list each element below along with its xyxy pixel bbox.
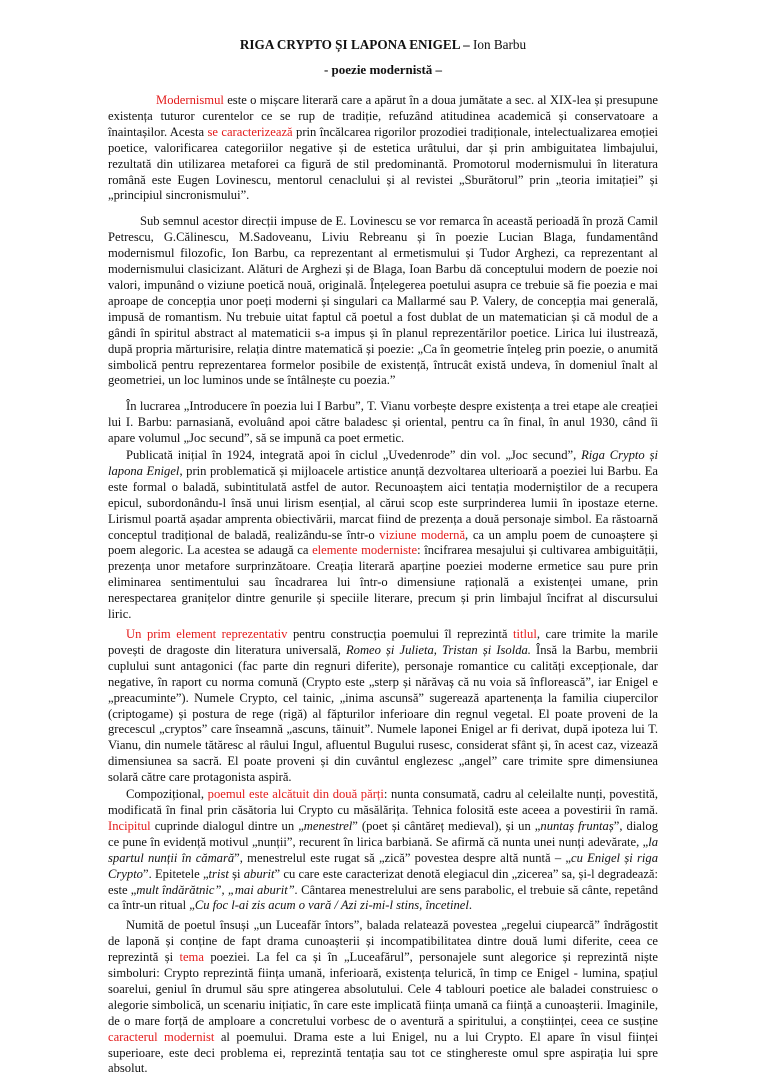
document-body xyxy=(108,36,658,1078)
paragraph-text: , care trimite la marile povești de dragoste din literatura universală, xyxy=(108,627,658,657)
italic-quote: la spartul nunții în cămară xyxy=(108,834,658,865)
paragraph-text: , ca un amplu poem de cunoaștere și poem alegoric. La acestea se adaugă ca xyxy=(108,527,658,558)
paragraph-text: Numită de poetul însuși „un Luceafăr întors”, balada relatează povestea „regelui ciupearcă” îndrăgostit de laponă și conține de fapt drama cunoașterii și incompatibilitatea dintre două lumi diferite, ceea ce reprezintă și xyxy=(108,918,658,965)
highlight-term: Incipitul xyxy=(108,818,151,833)
paragraph-modernism xyxy=(108,93,658,204)
paragraph-text: : nunta consumată, cadru al celeilalte nunți, povestită, modificată în final prin căsătoria lui Crypto cu măsălărița. Tehnica folosită este aceea a povestirii în ramă. xyxy=(108,787,658,817)
paragraph-theme xyxy=(108,918,658,1077)
highlight-term: tema xyxy=(179,950,204,965)
document-title xyxy=(108,36,658,54)
italic-quote: cu Enigel și riga Crypto xyxy=(108,850,658,881)
title-dash: – xyxy=(459,37,473,52)
paragraph-title-element xyxy=(108,627,658,786)
paragraph-text: ” cu care este caracterizat denotă elegiacul din „zicerea” sa, și-l degradează: este „ xyxy=(108,866,658,897)
paragraph-text: Compozițional, xyxy=(126,787,208,802)
paragraph-text: al poemului. Drama este a lui Enigel, nu a lui Crypto. El apare în visul ființei superioare, este deci problema ei, reprezintă tentația sau tot ce stinghereste omul spre aspirația lui spre absolut. xyxy=(108,1029,659,1076)
author-name: Ion Barbu xyxy=(472,37,527,52)
paragraph-directions xyxy=(108,214,658,389)
poem-title: RIGA CRYPTO ȘI LAPONA ENIGEL xyxy=(239,37,460,52)
italic-quote: mult îndărătnic”, „mai aburit”. xyxy=(136,882,298,897)
highlight-term: elemente moderniste xyxy=(312,543,418,558)
paragraph-text: ”. Epitetele „ xyxy=(142,866,209,881)
paragraph-text: Publicată inițial în 1924, integrată apoi în ciclul „Uvedenrode” din vol. „Joc secund”, xyxy=(126,448,582,463)
paragraph-text: : încifrarea mesajului și cultivarea ambiguității, prezența unor metafore surprinzătoare. Creația literară aparține poeziei moderne ermetice sau pure prin eliminarea sentimentului sau încadrarea lui într-o dimensiune rațională a existenței umane, prin nerespectarea granițelor dintre genurile și speciile literare, precum și prin limbajul încifrat al discursului liric. xyxy=(108,543,659,622)
highlight-term: se caracterizează xyxy=(207,124,293,139)
poem-title-italic: Riga Crypto și lapona Enigel xyxy=(108,448,658,478)
paragraph-text: Sub semnul acestor direcții impuse de E. Lovinescu se vor remarca în această perioadă în proză Camil Petrescu, G.Călinescu, M.Sadoveanu, Liviu Rebreanu și în poezie Lucian Blaga, fundamentând modernismul filozofic, Ion Barbu, ca reprezentant al ermetismului și Tudor Arghezi, ca reprezentant al modernismului clasicizant. Alături de Arghezi și de Blaga, Ioan Barbu dă conceptului modern de poezie noi valori, impunând o viziune poetică nouă, originală. Înțelegerea poetului asupra ce trebuie să fie poezia e mai aproape de concepția unor poeți moderni și singulari ca Mallarmé sau P. Valery, de concepția mai generală, impusă de romantism. Nu trebuie uitat faptul că poetul a fost dublat de un matematician și că modul de a gândi în spiritul abstract al matematicii s-a impus și în planul reprezentărilor poetice. Lirica lui ilustrează, după propria mărturisire, relația dintre matematică și poezie: „Ca în geometrie înțeleg prin poezie, o anumită simbolică pentru reprezentarea formelor posibile de existență, întrucât există undeva, în domeniul înalt al geometriei, un loc luminos unde se întâlnește cu poezia.” xyxy=(108,214,658,388)
italic-quote: menestrel xyxy=(303,818,353,833)
italic-quote: trist xyxy=(208,866,229,881)
paragraph-text: ” (poet și cântăreț medieval), și un „ xyxy=(352,818,541,833)
highlight-term: viziune modernă xyxy=(379,527,466,542)
paragraph-text: Însă la Barbu, membrii cuplului sunt antagonici (fac parte din regnuri diferite), personaje romantice cu calități excepționale, dar negative, în raport cu norma comună (Crypto este „sterp și nărăvaș că nu voia să înflorească”, iar Enigel e „preacuminte”). Numele Crypto, cel tainic, „inima ascunsă” sugerează apartenența la familia ciupercilor (criptogame) și postura de rege (rigă) al făpturilor inferioare din regnul vegetal. El poate proveni de la grecescul „cryptos” care înseamnă „ascuns, tăinuit”. Numele laponei Enigel ar fi derivat, după ipoteza lui T. Vianu, din numele tătăresc al râului Ingul, afluentul Bugului rusesc, considerat sfânt și, în acest caz, vizează dimensiunea sa sacră. El poate proveni și din cuvântul englezesc „angel” care trimite spre dimensiunea solară către care protagonista aspiră. xyxy=(108,642,658,785)
italic-quote: nuntaș fruntaș xyxy=(540,818,614,833)
paragraph-publication xyxy=(108,448,658,623)
paragraph-text: . xyxy=(468,898,472,913)
italic-quote: aburit xyxy=(243,866,275,881)
paragraph-text: cuprinde dialogul dintre un „ xyxy=(150,818,304,833)
highlight-term: caracterul modernist xyxy=(108,1029,215,1044)
highlight-term: Un prim element reprezentativ xyxy=(126,627,288,641)
document-subtitle: - poezie modernistă – xyxy=(323,62,443,77)
highlight-term: poemul este alcătuit din două părți xyxy=(207,787,384,802)
italic-titles: Romeo și Julieta, Tristan și Isolda. xyxy=(345,642,531,657)
paragraph-text: pentru construcția poemului îl reprezintă xyxy=(287,627,514,641)
paragraph-text: și xyxy=(228,866,244,881)
paragraph-text: În lucrarea „Introducere în poezia lui I Barbu”, T. Vianu vorbește despre existența a trei etape ale creației lui I. Barbu: parnasiană, evoluând apoi către baladesc și oriental, pentru ca în final, în anul 1930, când îi apare volumul „Joc secund”, să se impună ca poet ermetic. xyxy=(108,399,658,446)
italic-quote: Cu foc l-ai zis acum o vară / Azi zi-mi-l stins, încetinel xyxy=(194,898,469,913)
paragraph-text: poeziei. La fel ca și în „Luceafărul”, personajele sunt alegorice și reprezintă niște simboluri: Crypto reprezintă ființa umană, inferioară, existența telurică, în timp ce Enigel - lumina, spațiul soarelui, geniul în drumul său spre atingerea absolutului. Cele 4 tablouri poetice ale baladei construiesc o alegorie simbolică, un scenariu inițiatic, în care este implicată ființa umană ca ființă a cunoașterii. Imaginile, de o mare forță de amploare a concretului vorbesc de o aventură a spiritului, a conștiinței, ceea ce susține xyxy=(108,950,658,1028)
paragraph-vianu xyxy=(108,399,658,447)
paragraph-text: ”, menestrelul este rugat să „zică” povestea despre altă nuntă – „ xyxy=(234,850,572,865)
paragraph-text: prin încălcarea rigorilor prozodiei tradiționale, intelectualizarea emoției poetice, valorificarea categoriilor negative și de estetica urâtului, dar și prin ambiguitatea limbajului, rezultată din utilizarea metaforei ca figură de stil predominantă. Promotorul modernismului în literatura română este Eugen Lovinescu, mentorul cenaclului și al revistei „Sburătorul” prin „teoria imitației” și „principiul sincronismului”. xyxy=(108,124,658,203)
paragraph-text: este o mișcare literară care a apărut în a doua jumătate a sec. al XIX-lea și presupune existența tuturor curentelor ce se rup de tradiție, refuzând atitudinea academică și conservatoare a înaintașilor. Acesta xyxy=(108,93,658,139)
paragraph-composition xyxy=(108,787,658,914)
paragraph-text: , prin problematică și mijloacele artistice anunță dezvoltarea ulterioară a poeziei lui Barbu. Ea este formal o baladă, subintitulată astfel de autor. Recunoaștem aici tentația moderniștilor de a recupera epicul, subordonându-l însă unui lirism esențial, al cărui scop este surprinderea lumii în ipostaze eterne. Lirismul poartă așadar amprenta obiectivării, marcat fiind de prezența a două personaje simbol. Ea răstoarnă conceptul tradițional de baladă, realizându-se într-o xyxy=(108,463,659,542)
highlight-term: Modernismul xyxy=(156,93,224,107)
paragraph-text: Cântarea menestrelului are sens parabolic, el trebuie să cânte, repetând ca într-un ritual „ xyxy=(108,882,658,913)
paragraph-text: ”, dialog ce pune în evidență motivul „nunții”, recurent în lirica barbiană. Se afirmă că nunta unei nunți adevărate, „ xyxy=(108,818,658,849)
highlight-term: titlul xyxy=(513,627,537,641)
